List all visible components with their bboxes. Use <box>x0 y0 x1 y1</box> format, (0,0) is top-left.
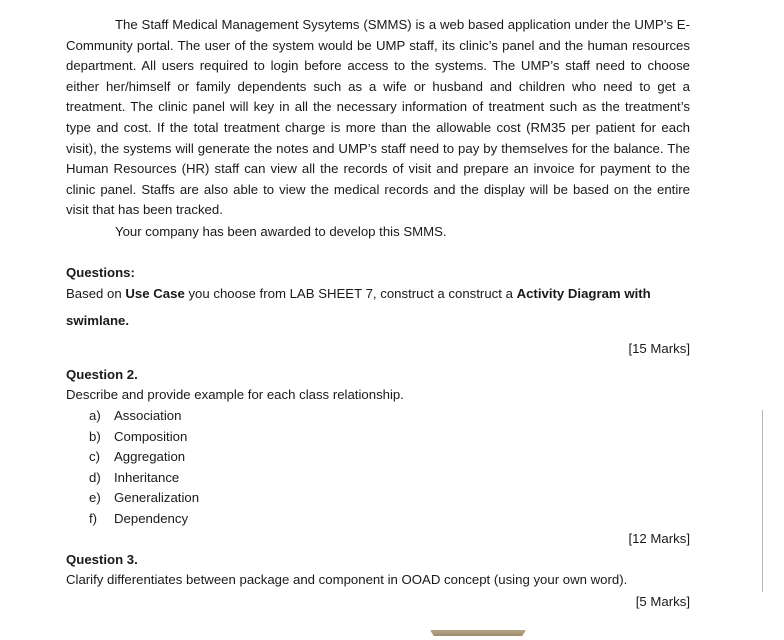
relationship-list <box>89 406 199 530</box>
question1-text-part1: Based on <box>66 286 126 301</box>
list-item-text: Composition <box>114 428 188 444</box>
list-item-label: d) <box>89 469 101 485</box>
question1-text <box>66 285 651 303</box>
list-item-text: Dependency <box>114 510 189 526</box>
page-bottom-shadow <box>430 630 526 636</box>
question1-activity-diagram: Activity Diagram with <box>516 286 651 301</box>
question3-prompt: Clarify differentiates between package and component in OOAD concept (using your own word). <box>66 572 628 587</box>
intro-paragraph-2: Your company has been awarded to develop this SMMS. <box>115 224 447 239</box>
question2-marks: [12 Marks] <box>628 531 690 546</box>
list-item <box>89 427 199 448</box>
list-item-label: a) <box>89 408 101 423</box>
page-edge-divider <box>762 410 763 592</box>
question1-swimlane: swimlane. <box>66 313 130 328</box>
list-item <box>89 406 199 427</box>
list-item-text: Aggregation <box>114 449 186 465</box>
list-item-label: f) <box>89 510 98 526</box>
question2-heading: Question 2. <box>66 367 138 382</box>
question1-marks: [15 Marks] <box>628 341 690 356</box>
question3-marks: [5 Marks] <box>635 594 690 609</box>
list-item <box>89 468 199 489</box>
list-item-text: Association <box>114 408 182 423</box>
question2-prompt: Describe and provide example for each class relationship. <box>66 387 404 402</box>
question1-text-part2: you choose from LAB SHEET 7, construct a construct a <box>184 286 517 301</box>
list-item-text: Generalization <box>114 490 200 506</box>
list-item-label: b) <box>89 428 101 444</box>
list-item-label: e) <box>89 490 101 506</box>
list-item <box>89 509 199 530</box>
questions-heading: Questions: <box>66 265 135 280</box>
list-item-label: c) <box>89 449 100 465</box>
intro-paragraph: The Staff Medical Management Sysytems (SMMS) is a web based application under the UMP’s E-Community portal. The user of the system would be UMP staff, its clinic’s panel and the human resources department. All users required to login before access to the systems. The UMP’s staff need to choose either her/himself or family dependents such as a wife or husband and children who need to get a treatment. The clinic panel will key in all the necessary information of treatment such as the treatment’s type and cost. If the total treatment charge is more than the allowable cost (RM35 per patient for each visit), the systems will generate the notes and UMP’s staff need to pay by themselves for the balance. The Human Resources (HR) staff can view all the records of visit and prepare an invoice for payment to the clinic panel. Staffs are also able to view the medical records and the display will be based on the entire visit that has been tracked. <box>66 17 690 218</box>
question1-use-case: Use Case <box>125 286 185 301</box>
question3-heading: Question 3. <box>66 552 138 567</box>
list-item-text: Inheritance <box>114 469 180 485</box>
list-item <box>89 488 199 509</box>
list-item <box>89 447 199 468</box>
